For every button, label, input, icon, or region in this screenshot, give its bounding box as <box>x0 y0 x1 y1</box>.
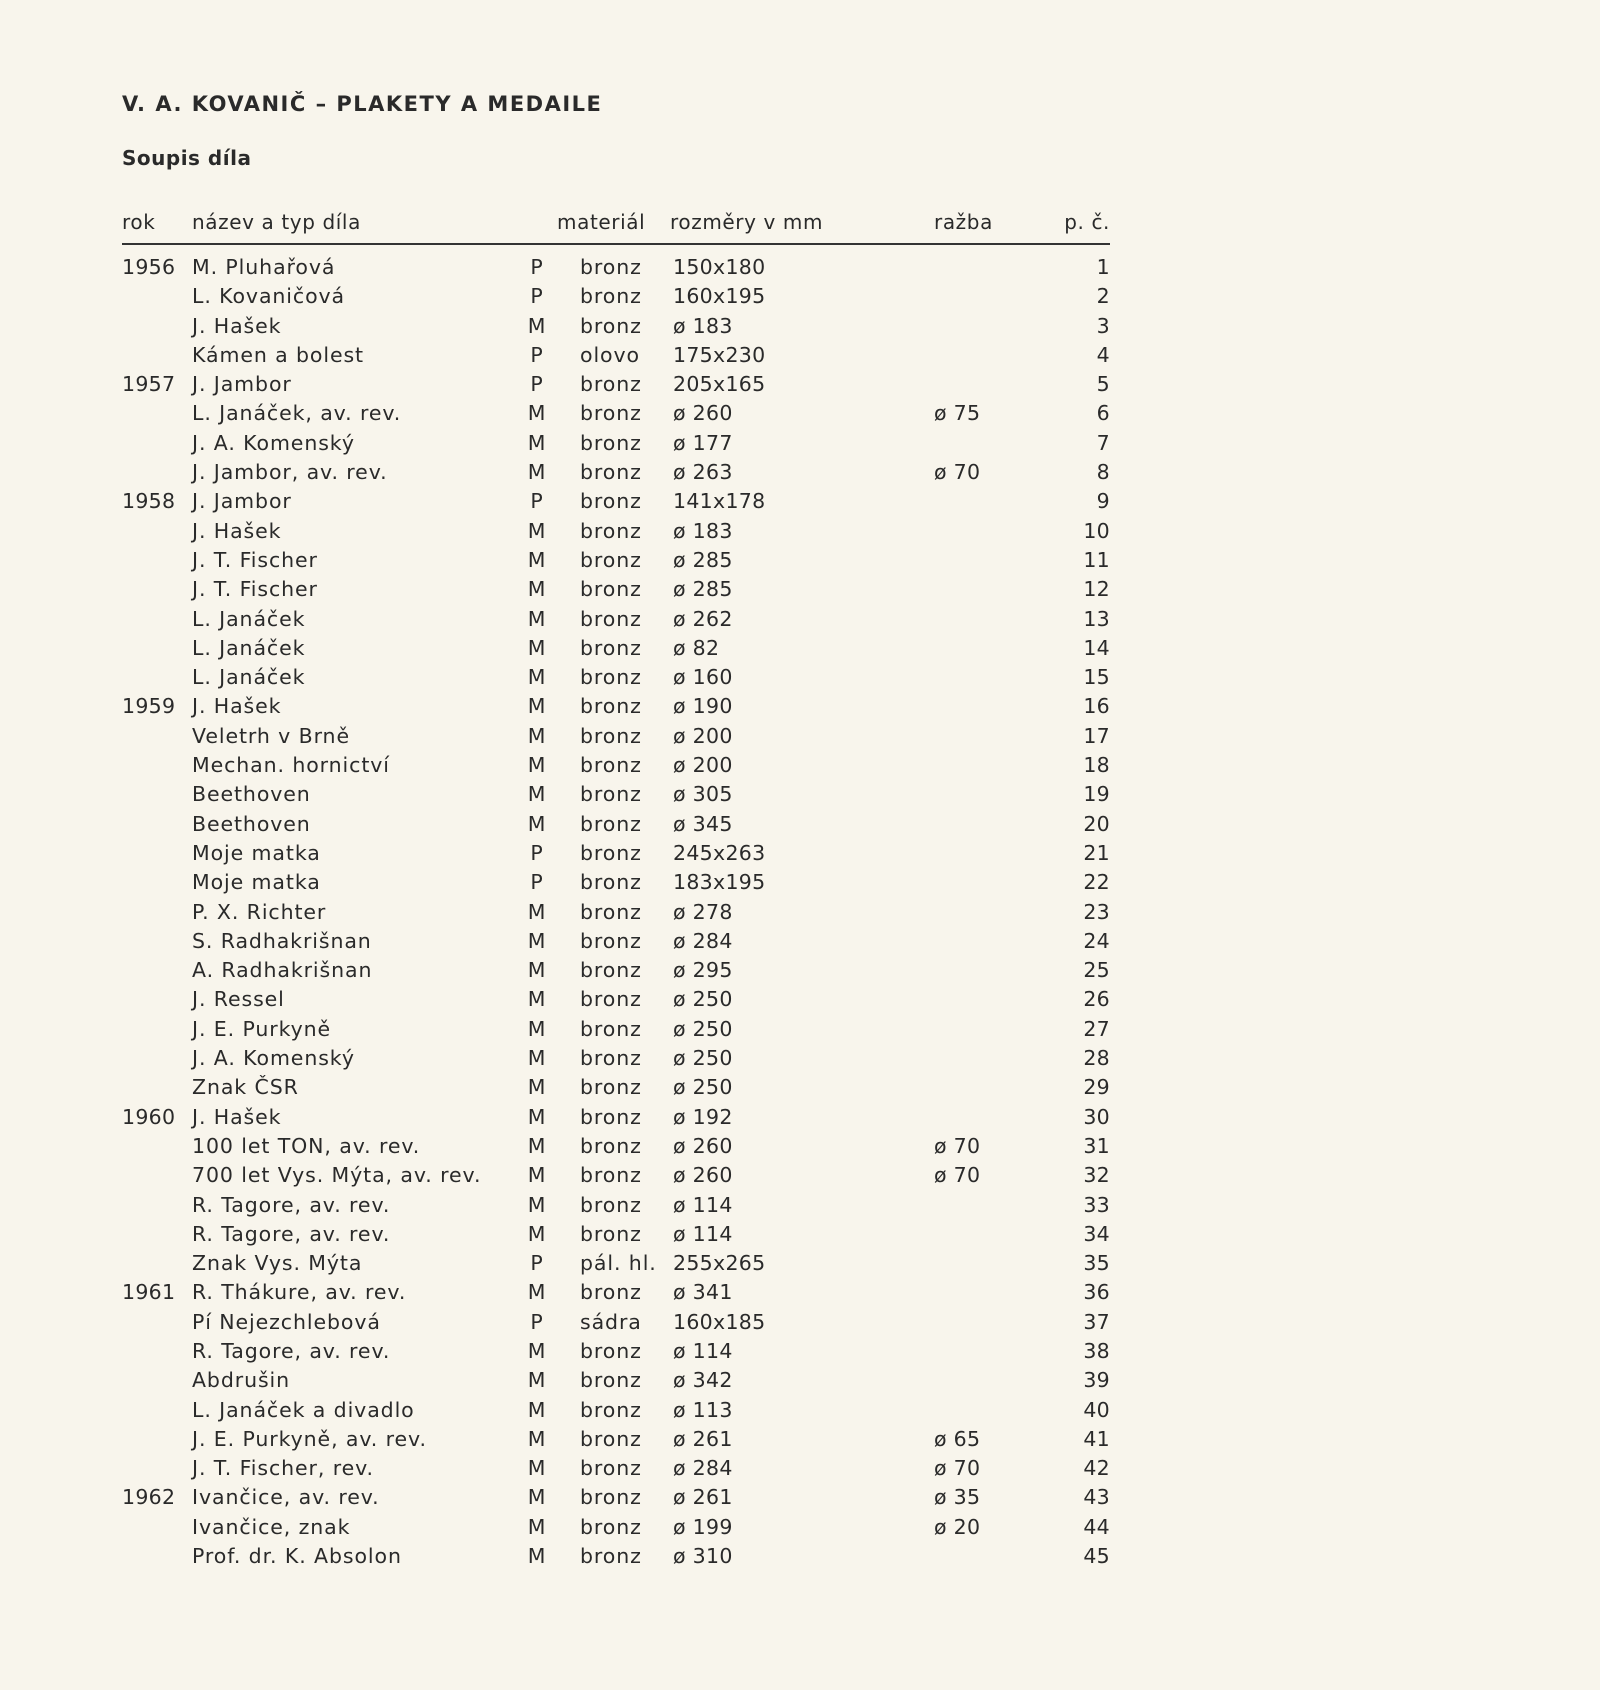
cell-dimensions: ø 114 <box>673 1221 733 1246</box>
cell-number: 33 <box>1083 1192 1110 1217</box>
cell-dimensions: ø 200 <box>673 723 733 748</box>
cell-title: A. Radhakrišnan <box>192 958 373 983</box>
cell-type: M <box>527 753 547 778</box>
cell-number: 30 <box>1083 1104 1110 1129</box>
cell-material: bronz <box>580 958 642 983</box>
cell-number: 40 <box>1083 1397 1110 1422</box>
table-row <box>0 460 1600 489</box>
cell-type: M <box>527 1075 547 1100</box>
cell-type: M <box>527 1163 547 1188</box>
table-row <box>0 1163 1600 1192</box>
cell-title: J. Jambor <box>192 372 292 397</box>
cell-material: bronz <box>580 1514 642 1539</box>
cell-type: M <box>527 577 547 602</box>
cell-title: M. Pluhařová <box>192 255 336 279</box>
cell-material: olovo <box>580 342 640 367</box>
cell-title: J. Ressel <box>192 987 285 1012</box>
cell-type: M <box>527 1280 547 1305</box>
cell-title: Ivančice, av. rev. <box>192 1485 380 1510</box>
cell-title: J. E. Purkyně <box>192 1016 332 1041</box>
cell-year: 1960 <box>122 1104 176 1129</box>
cell-material: bronz <box>580 635 642 660</box>
cell-number: 35 <box>1083 1251 1110 1276</box>
table-row <box>0 343 1600 372</box>
cell-title: 100 let TON, av. rev. <box>192 1133 421 1158</box>
table-row <box>0 1398 1600 1427</box>
cell-type: M <box>527 1368 547 1393</box>
cell-material: bronz <box>580 547 642 572</box>
cell-title: Veletrh v Brně <box>192 723 350 748</box>
table-row <box>0 636 1600 665</box>
cell-material: bronz <box>580 577 642 602</box>
cell-material: bronz <box>580 811 642 836</box>
cell-number: 32 <box>1083 1163 1110 1188</box>
cell-dimensions: ø 278 <box>673 899 733 924</box>
cell-dimensions: ø 199 <box>673 1514 733 1539</box>
cell-material: bronz <box>580 987 642 1012</box>
cell-material: bronz <box>580 665 642 690</box>
cell-number: 9 <box>1096 489 1110 514</box>
table-row <box>0 548 1600 577</box>
cell-material: bronz <box>580 840 642 865</box>
cell-dimensions: ø 114 <box>673 1192 733 1217</box>
column-header-year: rok <box>122 210 156 234</box>
cell-dimensions: ø 284 <box>673 1456 733 1481</box>
cell-strike: ø 65 <box>934 1426 981 1451</box>
cell-title: J. T. Fischer <box>192 547 318 572</box>
cell-strike: ø 70 <box>934 1456 981 1481</box>
cell-type: P <box>530 840 544 865</box>
cell-material: bronz <box>580 1397 642 1422</box>
cell-number: 11 <box>1083 547 1110 572</box>
cell-material: bronz <box>580 313 642 338</box>
cell-type: M <box>527 1133 547 1158</box>
cell-number: 19 <box>1083 782 1110 807</box>
cell-material: bronz <box>580 1133 642 1158</box>
cell-type: P <box>530 870 544 895</box>
cell-number: 22 <box>1083 870 1110 895</box>
cell-type: M <box>527 547 547 572</box>
cell-dimensions: ø 284 <box>673 928 733 953</box>
cell-number: 28 <box>1083 1046 1110 1071</box>
cell-material: bronz <box>580 1485 642 1510</box>
cell-type: M <box>527 782 547 807</box>
table-row <box>0 724 1600 753</box>
cell-type: M <box>527 958 547 983</box>
cell-dimensions: ø 113 <box>673 1397 733 1422</box>
cell-title: L. Janáček <box>192 606 306 631</box>
cell-title: Moje matka <box>192 840 321 865</box>
column-header-material: materiál <box>557 210 646 234</box>
cell-title: Znak ČSR <box>192 1075 299 1100</box>
cell-type: M <box>527 430 547 455</box>
cell-dimensions: ø 183 <box>673 518 733 543</box>
table-row <box>0 519 1600 548</box>
column-header-number: p. č. <box>1064 210 1110 234</box>
cell-material: bronz <box>580 606 642 631</box>
cell-number: 14 <box>1083 635 1110 660</box>
table-row <box>0 900 1600 929</box>
catalogue-table <box>0 255 1600 1573</box>
table-row <box>0 1368 1600 1397</box>
cell-title: J. T. Fischer, rev. <box>192 1456 374 1481</box>
cell-strike: ø 75 <box>934 401 981 426</box>
cell-material: bronz <box>580 753 642 778</box>
cell-type: P <box>530 284 544 309</box>
cell-type: M <box>527 1338 547 1363</box>
table-row <box>0 782 1600 811</box>
cell-type: M <box>527 899 547 924</box>
cell-type: M <box>527 1514 547 1539</box>
cell-title: Abdrušin <box>192 1368 291 1393</box>
table-row <box>0 372 1600 401</box>
cell-title: J. Hašek <box>192 313 282 338</box>
cell-material: bronz <box>580 1280 642 1305</box>
table-row <box>0 1222 1600 1251</box>
cell-material: bronz <box>580 1163 642 1188</box>
cell-title: J. Hašek <box>192 1104 282 1129</box>
table-row <box>0 1134 1600 1163</box>
table-row <box>0 489 1600 518</box>
table-row <box>0 841 1600 870</box>
cell-type: M <box>527 1456 547 1481</box>
cell-number: 27 <box>1083 1016 1110 1041</box>
cell-type: M <box>527 313 547 338</box>
cell-type: P <box>530 342 544 367</box>
cell-type: M <box>527 723 547 748</box>
cell-number: 2 <box>1096 284 1110 309</box>
cell-title: Prof. dr. K. Absolon <box>192 1544 402 1569</box>
cell-number: 41 <box>1083 1426 1110 1451</box>
cell-number: 5 <box>1096 372 1110 397</box>
cell-dimensions: ø 190 <box>673 694 733 719</box>
table-row <box>0 314 1600 343</box>
cell-type: M <box>527 401 547 426</box>
cell-number: 38 <box>1083 1338 1110 1363</box>
cell-material: bronz <box>580 1426 642 1451</box>
cell-year: 1957 <box>122 372 176 397</box>
cell-number: 3 <box>1096 313 1110 338</box>
cell-title: J. Jambor, av. rev. <box>192 460 388 485</box>
cell-number: 13 <box>1083 606 1110 631</box>
table-row <box>0 694 1600 723</box>
cell-material: bronz <box>580 1104 642 1129</box>
cell-title: L. Janáček a divadlo <box>192 1397 415 1422</box>
cell-material: bronz <box>580 782 642 807</box>
cell-dimensions: ø 177 <box>673 430 733 455</box>
table-row <box>0 1310 1600 1339</box>
cell-type: M <box>527 694 547 719</box>
cell-material: bronz <box>580 694 642 719</box>
cell-dimensions: ø 262 <box>673 606 733 631</box>
cell-dimensions: ø 341 <box>673 1280 733 1305</box>
cell-material: bronz <box>580 1192 642 1217</box>
table-row <box>0 1193 1600 1222</box>
cell-material: bronz <box>580 1544 642 1569</box>
cell-title: L. Janáček, av. rev. <box>192 401 402 426</box>
table-row <box>0 431 1600 460</box>
cell-material: bronz <box>580 1221 642 1246</box>
cell-number: 31 <box>1083 1133 1110 1158</box>
cell-title: J. Jambor <box>192 489 292 514</box>
cell-title: J. E. Purkyně, av. rev. <box>192 1426 427 1451</box>
cell-dimensions: ø 200 <box>673 753 733 778</box>
cell-title: R. Tagore, av. rev. <box>192 1192 391 1217</box>
cell-title: R. Tagore, av. rev. <box>192 1221 391 1246</box>
cell-strike: ø 70 <box>934 1133 981 1158</box>
cell-number: 23 <box>1083 899 1110 924</box>
table-row <box>0 929 1600 958</box>
cell-dimensions: ø 261 <box>673 1485 733 1510</box>
column-header-dimensions: rozměry v mm <box>670 210 824 234</box>
column-header-strike: ražba <box>934 210 993 234</box>
cell-strike: ø 70 <box>934 1163 981 1188</box>
cell-dimensions: ø 250 <box>673 987 733 1012</box>
cell-material: bronz <box>580 1368 642 1393</box>
cell-number: 18 <box>1083 753 1110 778</box>
page-title: V. A. KOVANIČ – PLAKETY A MEDAILE <box>122 92 603 116</box>
table-row <box>0 577 1600 606</box>
cell-material: bronz <box>580 255 642 279</box>
cell-dimensions: ø 345 <box>673 811 733 836</box>
cell-type: M <box>527 987 547 1012</box>
cell-title: Beethoven <box>192 811 311 836</box>
table-row <box>0 1017 1600 1046</box>
cell-title: L. Kovaničová <box>192 284 346 309</box>
cell-type: P <box>530 1309 544 1334</box>
cell-type: M <box>527 928 547 953</box>
cell-dimensions: ø 250 <box>673 1046 733 1071</box>
cell-title: J. T. Fischer <box>192 577 318 602</box>
cell-number: 25 <box>1083 958 1110 983</box>
table-row <box>0 1515 1600 1544</box>
cell-number: 4 <box>1096 342 1110 367</box>
cell-title: J. A. Komenský <box>192 1046 355 1071</box>
section-title: Soupis díla <box>122 146 252 170</box>
table-row <box>0 1251 1600 1280</box>
cell-type: M <box>527 1192 547 1217</box>
cell-year: 1961 <box>122 1280 176 1305</box>
cell-number: 7 <box>1096 430 1110 455</box>
cell-title: Znak Vys. Mýta <box>192 1251 363 1276</box>
cell-type: M <box>527 811 547 836</box>
cell-number: 17 <box>1083 723 1110 748</box>
cell-type: M <box>527 1544 547 1569</box>
cell-number: 36 <box>1083 1280 1110 1305</box>
cell-dimensions: ø 295 <box>673 958 733 983</box>
cell-strike: ø 70 <box>934 460 981 485</box>
cell-dimensions: ø 285 <box>673 547 733 572</box>
header-rule <box>122 243 1110 245</box>
cell-strike: ø 35 <box>934 1485 981 1510</box>
cell-material: bronz <box>580 928 642 953</box>
cell-dimensions: ø 192 <box>673 1104 733 1129</box>
cell-number: 24 <box>1083 928 1110 953</box>
cell-number: 6 <box>1096 401 1110 426</box>
cell-material: bronz <box>580 401 642 426</box>
cell-dimensions: 175x230 <box>673 342 766 367</box>
cell-type: P <box>530 372 544 397</box>
cell-title: S. Radhakrišnan <box>192 928 372 953</box>
cell-title: R. Thákure, av. rev. <box>192 1280 407 1305</box>
cell-number: 34 <box>1083 1221 1110 1246</box>
cell-number: 43 <box>1083 1485 1110 1510</box>
cell-material: sádra <box>580 1309 642 1334</box>
table-row <box>0 1105 1600 1134</box>
cell-number: 10 <box>1083 518 1110 543</box>
table-row <box>0 284 1600 313</box>
cell-title: J. Hašek <box>192 518 282 543</box>
cell-year: 1958 <box>122 489 176 514</box>
cell-dimensions: 183x195 <box>673 870 766 895</box>
cell-type: M <box>527 1397 547 1422</box>
table-row <box>0 1544 1600 1573</box>
cell-material: bronz <box>580 518 642 543</box>
cell-type: M <box>527 1104 547 1129</box>
cell-title: 700 let Vys. Mýta, av. rev. <box>192 1163 482 1188</box>
cell-title: Beethoven <box>192 782 311 807</box>
cell-title: Ivančice, znak <box>192 1514 351 1539</box>
cell-number: 16 <box>1083 694 1110 719</box>
cell-material: bronz <box>580 1456 642 1481</box>
cell-type: M <box>527 665 547 690</box>
cell-number: 29 <box>1083 1075 1110 1100</box>
cell-number: 1 <box>1096 255 1110 279</box>
cell-title: Pí Nejezchlebová <box>192 1309 381 1334</box>
table-row <box>0 607 1600 636</box>
cell-title: R. Tagore, av. rev. <box>192 1338 391 1363</box>
cell-dimensions: ø 263 <box>673 460 733 485</box>
cell-strike: ø 20 <box>934 1514 981 1539</box>
cell-dimensions: ø 183 <box>673 313 733 338</box>
cell-number: 45 <box>1083 1544 1110 1569</box>
cell-dimensions: 160x185 <box>673 1309 766 1334</box>
cell-type: M <box>527 1016 547 1041</box>
cell-title: L. Janáček <box>192 635 306 660</box>
cell-type: M <box>527 606 547 631</box>
cell-type: M <box>527 635 547 660</box>
cell-type: P <box>530 489 544 514</box>
cell-material: bronz <box>580 899 642 924</box>
table-row <box>0 870 1600 899</box>
cell-number: 42 <box>1083 1456 1110 1481</box>
cell-year: 1962 <box>122 1485 176 1510</box>
table-row <box>0 1280 1600 1309</box>
cell-dimensions: 255x265 <box>673 1251 766 1276</box>
cell-type: M <box>527 1221 547 1246</box>
cell-material: bronz <box>580 489 642 514</box>
cell-dimensions: ø 260 <box>673 1163 733 1188</box>
table-row <box>0 1339 1600 1368</box>
cell-dimensions: 245x263 <box>673 840 766 865</box>
cell-dimensions: 160x195 <box>673 284 766 309</box>
cell-dimensions: ø 261 <box>673 1426 733 1451</box>
cell-title: J. Hašek <box>192 694 282 719</box>
cell-number: 12 <box>1083 577 1110 602</box>
table-row <box>0 255 1600 284</box>
cell-material: bronz <box>580 1075 642 1100</box>
table-row <box>0 1485 1600 1514</box>
cell-title: Moje matka <box>192 870 321 895</box>
cell-year: 1956 <box>122 255 176 279</box>
cell-material: bronz <box>580 723 642 748</box>
table-row <box>0 1046 1600 1075</box>
cell-material: bronz <box>580 870 642 895</box>
table-row <box>0 1075 1600 1104</box>
cell-dimensions: ø 260 <box>673 1133 733 1158</box>
cell-material: bronz <box>580 460 642 485</box>
cell-number: 44 <box>1083 1514 1110 1539</box>
cell-material: bronz <box>580 372 642 397</box>
table-row <box>0 1427 1600 1456</box>
table-row <box>0 753 1600 782</box>
cell-dimensions: ø 342 <box>673 1368 733 1393</box>
cell-year: 1959 <box>122 694 176 719</box>
cell-title: P. X. Richter <box>192 899 327 924</box>
table-header <box>0 210 1600 238</box>
cell-title: Kámen a bolest <box>192 342 364 367</box>
table-row <box>0 401 1600 430</box>
cell-material: bronz <box>580 1016 642 1041</box>
table-row <box>0 987 1600 1016</box>
cell-number: 21 <box>1083 840 1110 865</box>
cell-material: pál. hl. <box>580 1251 657 1276</box>
table-row <box>0 958 1600 987</box>
cell-number: 15 <box>1083 665 1110 690</box>
cell-material: bronz <box>580 430 642 455</box>
cell-type: M <box>527 1426 547 1451</box>
cell-dimensions: ø 114 <box>673 1338 733 1363</box>
cell-number: 39 <box>1083 1368 1110 1393</box>
table-row <box>0 1456 1600 1485</box>
cell-title: J. A. Komenský <box>192 430 355 455</box>
cell-type: M <box>527 518 547 543</box>
cell-dimensions: ø 260 <box>673 401 733 426</box>
cell-type: P <box>530 1251 544 1276</box>
cell-title: L. Janáček <box>192 665 306 690</box>
cell-dimensions: 150x180 <box>673 255 766 279</box>
cell-number: 26 <box>1083 987 1110 1012</box>
cell-dimensions: ø 250 <box>673 1075 733 1100</box>
cell-title: Mechan. hornictví <box>192 753 390 778</box>
cell-type: M <box>527 1046 547 1071</box>
cell-number: 37 <box>1083 1309 1110 1334</box>
cell-type: M <box>527 1485 547 1510</box>
cell-material: bronz <box>580 284 642 309</box>
cell-number: 8 <box>1096 460 1110 485</box>
cell-dimensions: ø 310 <box>673 1544 733 1569</box>
column-header-title: název a typ díla <box>192 210 361 234</box>
cell-number: 20 <box>1083 811 1110 836</box>
cell-dimensions: ø 160 <box>673 665 733 690</box>
table-row <box>0 665 1600 694</box>
cell-dimensions: ø 285 <box>673 577 733 602</box>
cell-dimensions: ø 250 <box>673 1016 733 1041</box>
cell-type: M <box>527 460 547 485</box>
cell-dimensions: ø 82 <box>673 635 720 660</box>
table-row <box>0 812 1600 841</box>
cell-material: bronz <box>580 1338 642 1363</box>
cell-type: P <box>530 255 544 279</box>
cell-dimensions: 205x165 <box>673 372 766 397</box>
cell-dimensions: ø 305 <box>673 782 733 807</box>
cell-dimensions: 141x178 <box>673 489 766 514</box>
cell-material: bronz <box>580 1046 642 1071</box>
